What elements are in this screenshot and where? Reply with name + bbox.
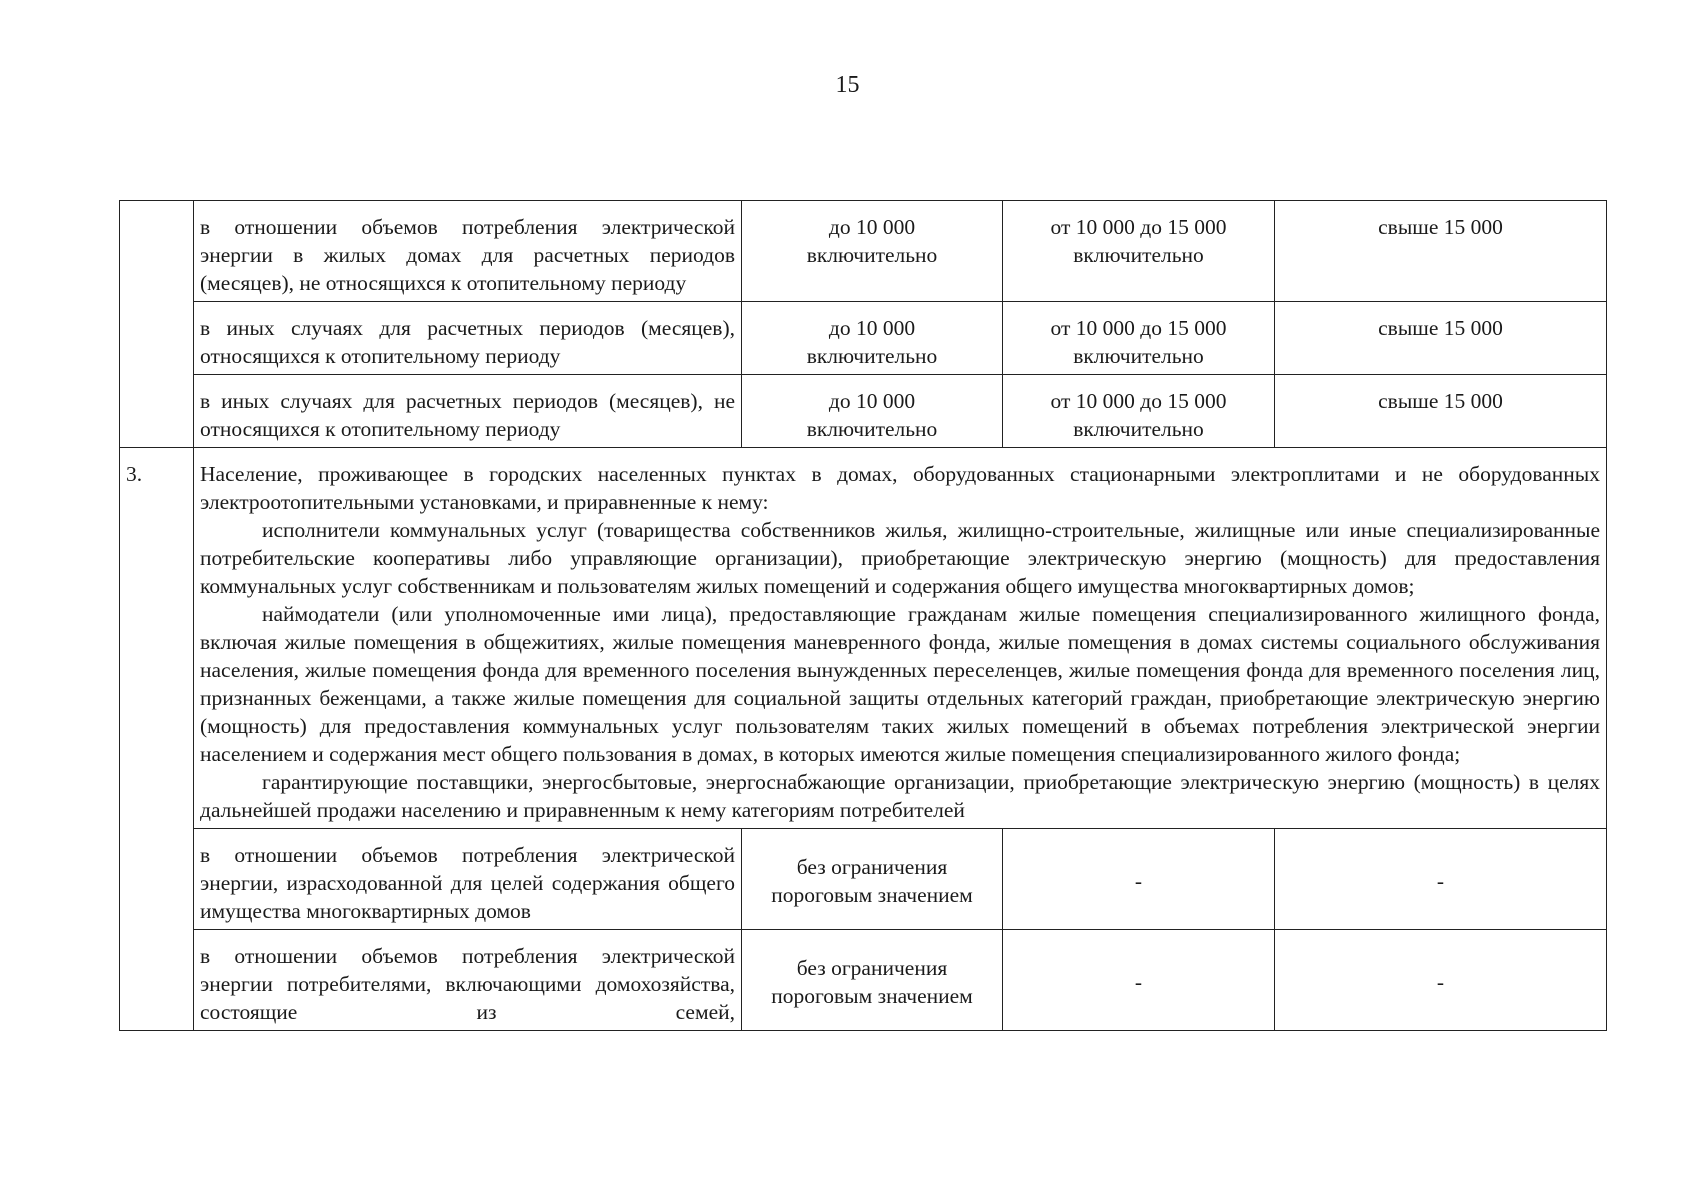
tariff-threshold-table	[119, 200, 1607, 1031]
section-paragraph: Население, проживающее в городских населенных пунктах в домах, оборудованных стационарными электроплитами и не оборудованных электроотопительными установками, и приравненные к нему:	[200, 462, 1600, 514]
threshold-high-cell: свыше 15 000	[1275, 302, 1607, 375]
table-row	[120, 829, 1607, 930]
threshold-high-cell: -	[1275, 829, 1607, 930]
threshold-low-cell: до 10 000 включительно	[742, 201, 1003, 302]
section-paragraph: гарантирующие поставщики, энергосбытовые, энергоснабжающие организации, приобретающие электрическую энергию (мощность) в целях дальнейшей продажи населению и приравненным к нему категориям потребителей	[200, 770, 1600, 822]
threshold-mid-cell: -	[1003, 829, 1275, 930]
table-row	[120, 930, 1607, 1031]
threshold-mid-cell: от 10 000 до 15 000 включительно	[1003, 201, 1275, 302]
threshold-mid-cell: от 10 000 до 15 000 включительно	[1003, 375, 1275, 448]
row-description: в отношении объемов потребления электрической энергии в жилых домах для расчетных периодов (месяцев), не относящихся к отопительному периоду	[194, 201, 742, 302]
row-description: в иных случаях для расчетных периодов (месяцев), не относящихся к отопительному периоду	[194, 375, 742, 448]
threshold-high-cell: свыше 15 000	[1275, 201, 1607, 302]
row-number-cell-empty	[120, 201, 194, 448]
threshold-low-cell: без ограничения пороговым значением	[742, 829, 1003, 930]
table-row	[120, 302, 1607, 375]
threshold-mid-cell: от 10 000 до 15 000 включительно	[1003, 302, 1275, 375]
page-number: 15	[835, 72, 860, 98]
section-number: 3.	[120, 448, 194, 1031]
threshold-low-cell: до 10 000 включительно	[742, 375, 1003, 448]
row-description: в иных случаях для расчетных периодов (месяцев), относящихся к отопительному периоду	[194, 302, 742, 375]
threshold-high-cell: свыше 15 000	[1275, 375, 1607, 448]
section-header-row	[120, 448, 1607, 829]
threshold-high-cell: -	[1275, 930, 1607, 1031]
threshold-low-cell: без ограничения пороговым значением	[742, 930, 1003, 1031]
table-row	[120, 201, 1607, 302]
section-description	[194, 448, 1607, 829]
threshold-low-cell: до 10 000 включительно	[742, 302, 1003, 375]
section-paragraph: наймодатели (или уполномоченные ими лица), предоставляющие гражданам жилые помещения специализированного жилищного фонда, включая жилые помещения в общежитиях, жилые помещения маневренного фонда, жилые помещения в домах системы социального обслуживания населения, жилые помещения фонда для временного поселения вынужденных переселенцев, жилые помещения фонда для временного поселения лиц, признанных беженцами, а также жилые помещения для социальной защиты отдельных категорий граждан, приобретающие электрическую энергию (мощность) для предоставления коммунальных услуг пользователям таких жилых помещений в объемах потребления электрической энергии населением и содержания мест общего пользования в домах, в которых имеются жилые помещения специализированного жилого фонда;	[200, 602, 1600, 766]
threshold-mid-cell: -	[1003, 930, 1275, 1031]
row-description: в отношении объемов потребления электрической энергии, израсходованной для целей содержания общего имущества многоквартирных домов	[194, 829, 742, 930]
row-description: в отношении объемов потребления электрической энергии потребителями, включающими домохозяйства, состоящие из семей,	[194, 930, 742, 1031]
section-paragraph: исполнители коммунальных услуг (товарищества собственников жилья, жилищно-строительные, жилищные или иные специализированные потребительские кооперативы либо управляющие организации), приобретающие электрическую энергию (мощность) для предоставления коммунальных услуг собственникам и пользователям жилых помещений и содержания общего имущества многоквартирных домов;	[200, 518, 1600, 598]
table-row	[120, 375, 1607, 448]
